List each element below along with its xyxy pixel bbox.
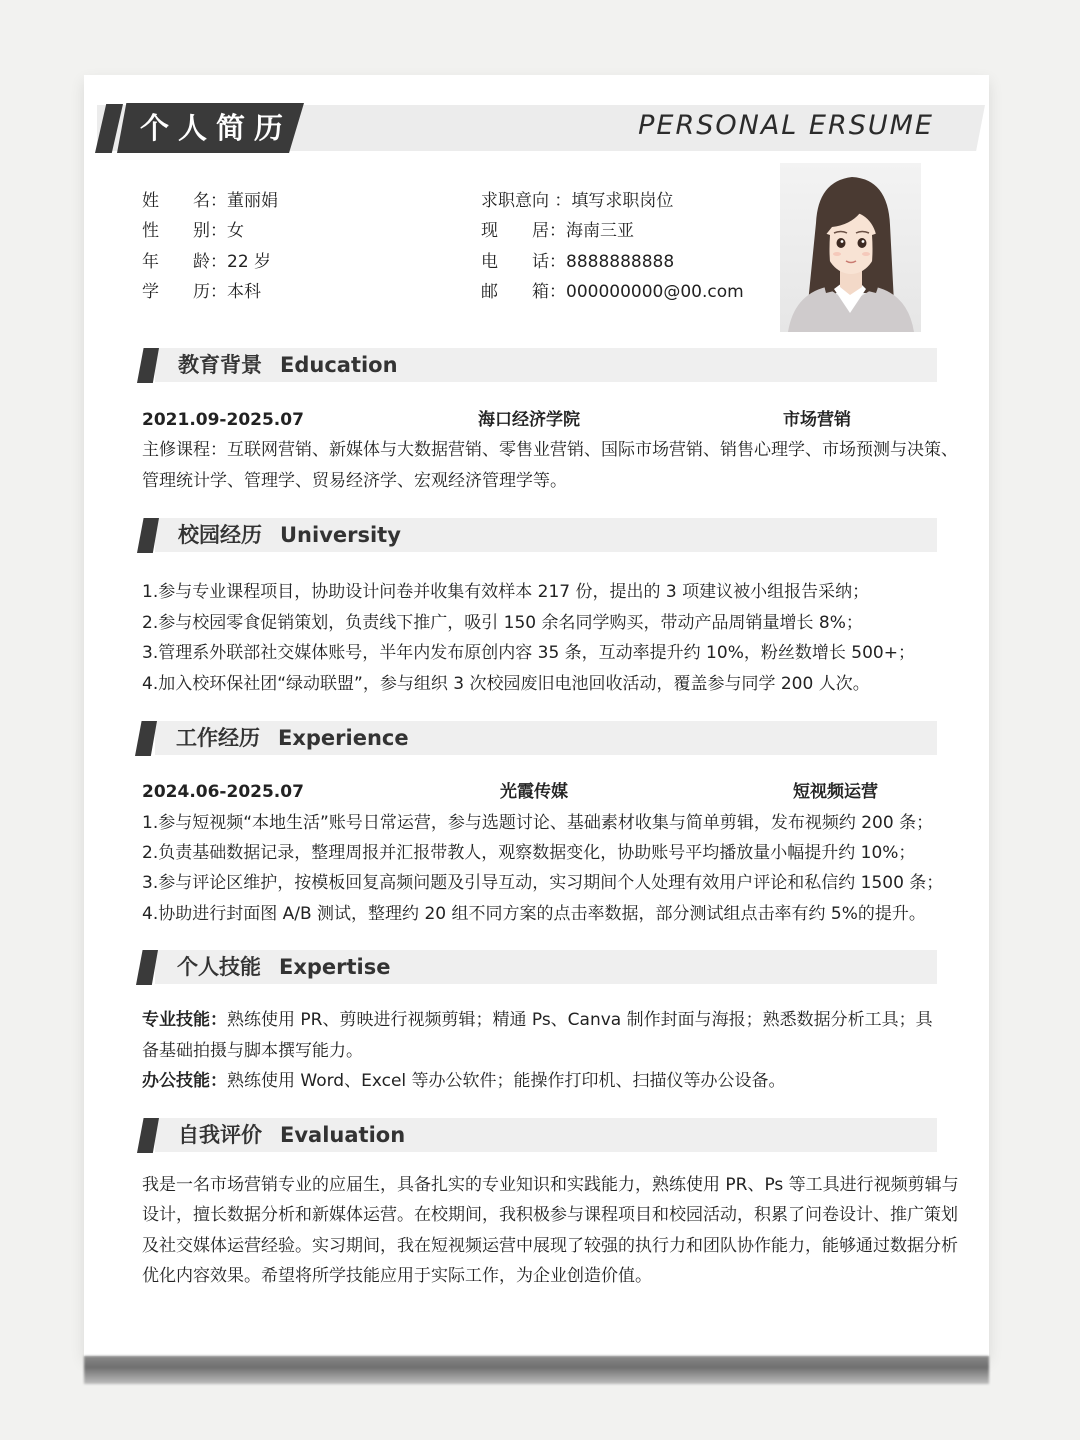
resume-title: 个人简历: [140, 111, 293, 145]
info-email: 邮 箱：000000000@00.com: [481, 282, 744, 302]
info-name: 姓 名：董丽娟: [142, 191, 278, 211]
work-company: 光霞传媒: [500, 782, 568, 802]
profile-photo: [780, 163, 921, 332]
work-item: 4.协助进行封面图 A/B 测试，整理约 20 组不同方案的点击率数据，部分测试组点击率有约 5%的提升。: [142, 904, 926, 924]
edu-school: 海口经济学院: [478, 410, 580, 430]
info-residence: 现 居：海南三亚: [481, 221, 634, 241]
edu-courses-line2: 管理统计学、管理学、贸易经济学、宏观经济管理学等。: [142, 471, 567, 491]
campus-item: 2.参与校园零食促销策划，负责线下推广，吸引 150 余名同学购买，带动产品周销量增长 8%；: [142, 613, 863, 633]
work-item: 3.参与评论区维护，按模板回复高频问题及引导互动，实习期间个人处理有效用户评论和私信约 1500 条；: [142, 873, 944, 893]
campus-item: 1.参与专业课程项目，协助设计问卷并收集有效样本 217 份，提出的 3 项建议被小组报告采纳；: [142, 582, 870, 602]
skills-office: 办公技能：熟练使用 Word、Excel 等办公软件；能操作打印机、扫描仪等办公设备。: [142, 1071, 786, 1091]
edu-courses-line1: 主修课程：互联网营销、新媒体与大数据营销、零售业营销、国际市场营销、销售心理学、市场预测与决策、: [142, 440, 958, 460]
evaluation-line: 我是一名市场营销专业的应届生，具备扎实的专业知识和实践能力，熟练使用 PR、Ps 等工具进行视频剪辑与: [142, 1175, 959, 1195]
evaluation-line: 设计，擅长数据分析和新媒体运营。在校期间，我积极参与课程项目和校园活动，积累了问卷设计、推广策划: [142, 1205, 958, 1225]
info-education: 学 历：本科: [142, 282, 261, 302]
evaluation-line: 优化内容效果。希望将所学技能应用于实际工作，为企业创造价值。: [142, 1266, 652, 1286]
work-date: 2024.06-2025.07: [142, 782, 304, 802]
campus-item: 3.管理系外联部社交媒体账号，半年内发布原创内容 35 条，互动率提升约 10%，粉丝数增长 500+；: [142, 643, 915, 663]
info-gender: 性 别：女: [142, 221, 244, 241]
skills-professional-line2: 备基础拍摄与脚本撰写能力。: [142, 1041, 363, 1061]
evaluation-line: 及社交媒体运营经验。实习期间，我在短视频运营中展现了较强的执行力和团队协作能力，能够通过数据分析: [142, 1236, 958, 1256]
section-title-evaluation: 自我评价 Evaluation: [178, 1123, 406, 1147]
resume-subtitle: PERSONAL ERSUME: [638, 110, 934, 141]
section-title-education: 教育背景 Education: [178, 353, 398, 377]
edu-major: 市场营销: [783, 410, 851, 430]
section-title-campus: 校园经历 University: [178, 523, 401, 547]
work-role: 短视频运营: [793, 782, 878, 802]
section-title-work: 工作经历 Experience: [176, 726, 409, 750]
page-shadow: [84, 1356, 989, 1384]
info-age: 年 龄：22 岁: [142, 252, 272, 272]
skills-professional-line1: 专业技能：熟练使用 PR、剪映进行视频剪辑；精通 Ps、Canva 制作封面与海报；熟悉数据分析工具；具: [142, 1010, 933, 1030]
info-phone: 电 话：8888888888: [481, 252, 675, 272]
campus-item: 4.加入校环保社团“绿动联盟”，参与组织 3 次校园废旧电池回收活动，覆盖参与同学 200 人次。: [142, 674, 870, 694]
work-item: 1.参与短视频“本地生活”账号日常运营，参与选题讨论、基础素材收集与简单剪辑，发布视频约 200 条；: [142, 813, 934, 833]
info-job-intent: 求职意向 ：填写求职岗位: [481, 191, 674, 211]
edu-date: 2021.09-2025.07: [142, 410, 304, 430]
section-title-skills: 个人技能 Expertise: [177, 955, 391, 979]
work-item: 2.负责基础数据记录，整理周报并汇报带教人，观察数据变化，协助账号平均播放量小幅提升约 10%；: [142, 843, 916, 863]
